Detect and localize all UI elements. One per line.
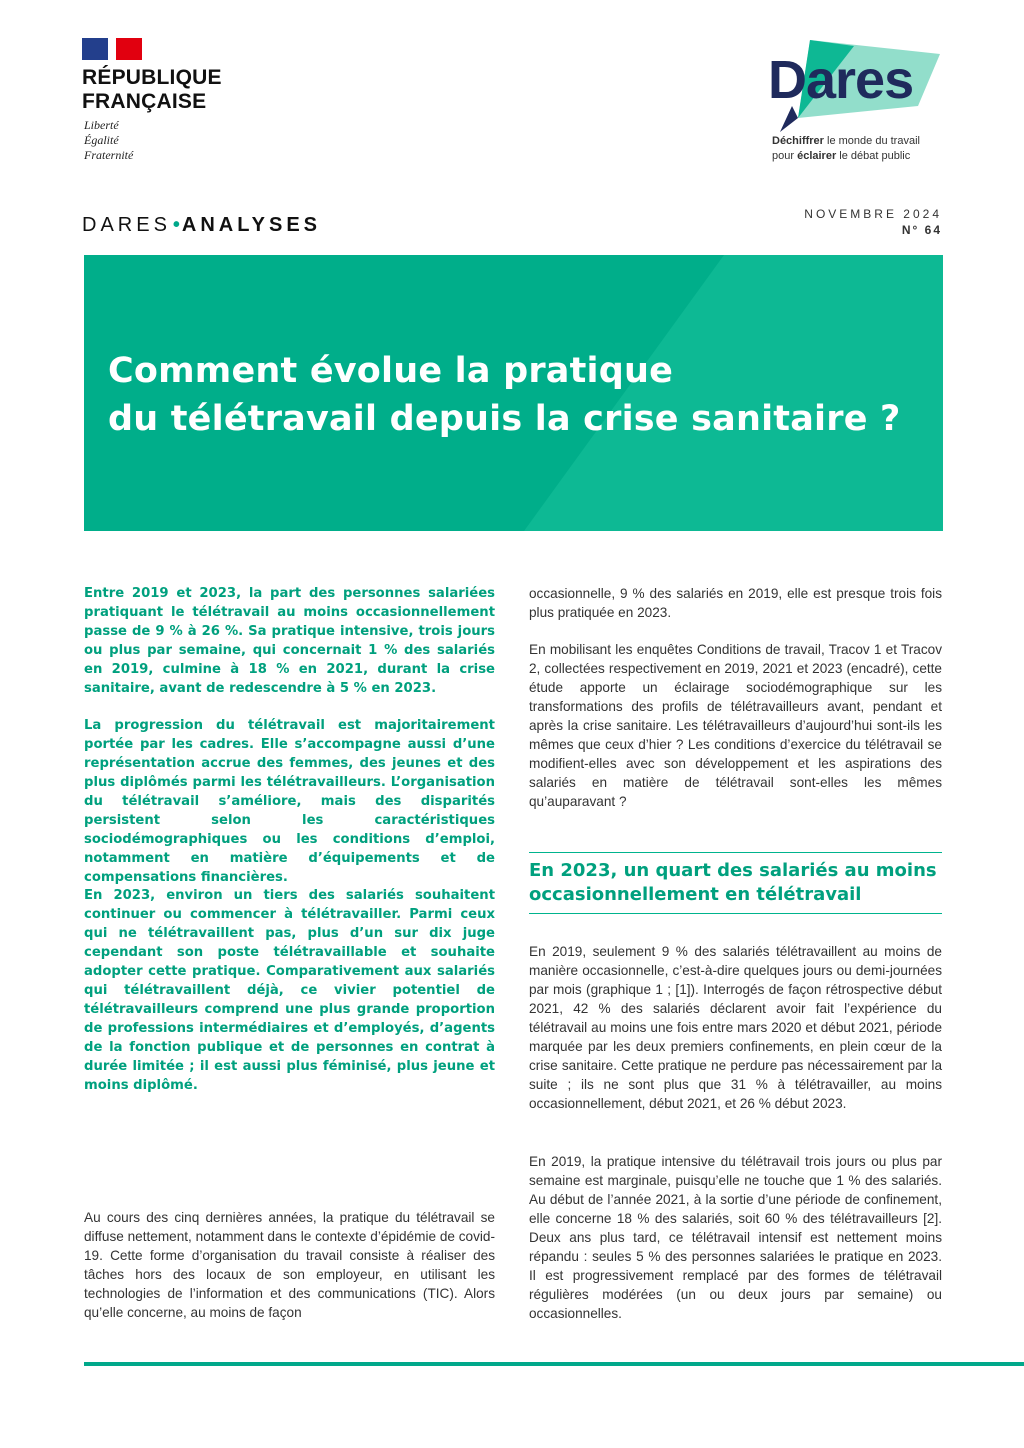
series-separator: • [172, 214, 180, 236]
series-part2: ANALYSES [181, 214, 321, 236]
republique-francaise-logo [82, 66, 282, 114]
motto-egalite: Égalité [84, 133, 119, 147]
intro-paragraph: Au cours des cinq dernières années, la pratique du télétravail se diffuse nettement, notamment dans le contexte d’épidémie de covid-19. Cette forme d’organisation du travail consiste à réaliser des tâches hors des locaux de son employeur, en utilisant les technologies de l’information et des communications (TIC). Alors qu’elle concerne, au moins de façon [84, 1210, 495, 1320]
series-name [82, 214, 321, 237]
tagline-bold-dechiffrer: Déchiffrer [772, 135, 824, 147]
republique-flag-icon [82, 38, 142, 60]
right-paragraph-2: En mobilisant les enquêtes Conditions de travail, Tracov 1 et Tracov 2, collectées respectivement en 2019, 2021 et 2023 (encadré), cette étude apporte un éclairage sociodémographique sur les transformations des profils de télétravailleurs avant, pendant et après la crise sanitaire. Les télétravailleurs d’aujourd’hui sont-ils les mêmes que ceux d’hier ? Les conditions d’exercice du télétravail se modifient-elles avec son développement et les aspirations des salariés en matière de télétravail sont-elles les mêmes qu’auparavant ? [529, 642, 942, 809]
motto-fraternite: Fraternité [84, 148, 134, 162]
republique-name-line2: FRANÇAISE [82, 90, 207, 113]
title-line1: Comment évolue la pratique [108, 351, 674, 391]
issue-date: NOVEMBRE 2024 [804, 207, 942, 221]
tagline-rest1: le monde du travail [823, 135, 920, 147]
title-line2: du télétravail depuis la crise sanitaire ? [108, 399, 901, 439]
right-paragraph-3: En 2019, seulement 9 % des salariés télétravaillent au moins de manière occasionnelle, c’est-à-dire quelques jours ou demi-journées par mois (graphique 1 ; [1]). Interrogés de façon rétrospective début 2021, 42 % des salariés déclarent avoir fait l’expérience du télétravail au moins une fois entre mars 2020 et début 2021, période marquée par les deux premiers confinements, en plein cœur de la crise sanitaire. Cette pratique ne perdure pas nécessairement par la suite ; ils ne sont plus que 31 % à télétravailler, au moins occasionnellement, début 2021, et 26 % début 2023. [529, 944, 942, 1111]
motto-liberte: Liberté [84, 118, 119, 132]
lead-paragraph-3: En 2023, environ un tiers des salariés souhaitent continuer ou commencer à télétravailler. Parmi ceux qui ne télétravaillent pas, plus d’un sur dix juge cependant son poste télétravaillable et souhaite adopter cette pratique. Comparativement aux salariés qui télétravaillent déjà, ce vivier potentiel de télétravailleurs comprend une plus grande proportion de professions intermédiaires et d’employés, d’agents de la fonction publique et de personnes en contrat à durée limitée ; il est aussi plus féminisé, plus jeune et moins diplômé. [84, 888, 495, 1093]
tagline-line2-pre: pour [772, 150, 798, 162]
series-part1: DARES [82, 214, 171, 236]
lead-paragraph-1: Entre 2019 et 2023, la part des personnes salariées pratiquant le télétravail au moins occasionnellement passe de 9 % à 26 %. Sa pratique intensive, trois jours ou plus par semaine, qui concernait 1 % des salariés en 2019, culmine à 18 % en 2021, durant la crise sanitaire, avant de redescendre à 5 % en 2023. [84, 586, 495, 696]
lead-paragraph-2: La progression du télétravail est majoritairement portée par les cadres. Elle s’accompagne aussi d’une représentation accrue des femmes, des jeunes et des plus diplômés parmi les télétravailleurs. L’organisation du télétravail s’améliore, mais des disparités persistent selon les caractéristiques sociodémographiques ou les conditions d’emploi, notamment en matière d’équipements et de compensations financières. [84, 718, 495, 885]
page-title [108, 347, 928, 443]
bottom-rule [84, 1362, 1024, 1366]
tagline-bold-eclairer: éclairer [797, 150, 837, 162]
title-banner [84, 255, 943, 531]
section-heading-box [529, 852, 942, 914]
republique-name-line1: RÉPUBLIQUE [82, 66, 222, 89]
dares-logo-wordmark: Dares [768, 50, 914, 110]
republique-motto [84, 118, 204, 163]
issue-number: N° 64 [901, 223, 942, 237]
right-paragraph-4: En 2019, la pratique intensive du télétravail trois jours ou plus par semaine est marginale, puisqu’elle ne touche que 1 % des salariés. Au début de l’année 2021, à la sortie d’une période de confinement, elle concerne 18 % des salariés, soit 60 % des télétravailleurs [2]. Deux ans plus tard, ce télétravail intensif est nettement moins répandu : seules 5 % des personnes salariées le pratique en 2023. Il est progressivement remplacé par des formes de télétravail régulières modérées (un ou deux jours par semaine) ou occasionnelles. [529, 1154, 942, 1321]
dares-tagline [772, 134, 952, 164]
section-heading: En 2023, un quart des salariés au moins occasionnellement en télétravail [529, 860, 937, 905]
right-paragraph-1: occasionnelle, 9 % des salariés en 2019, elle est presque trois fois plus pratiquée en 2023. [529, 586, 942, 620]
issue-info [804, 206, 942, 238]
tagline-rest2: le débat public [836, 150, 911, 162]
